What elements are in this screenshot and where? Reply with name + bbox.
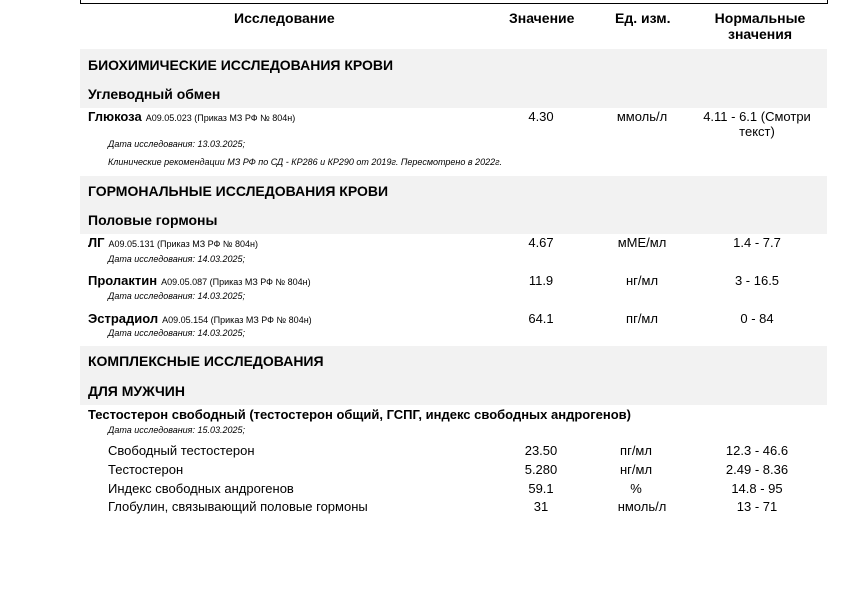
test-code: A09.05.023 (Приказ МЗ РФ № 804н) <box>145 113 296 123</box>
panel-row-norm: 13 - 71 <box>736 499 778 514</box>
test-name: Эстрадиол <box>88 311 159 326</box>
panel-row-name: Индекс свободных андрогенов <box>108 481 294 496</box>
panel-row-norm: 12.3 - 46.6 <box>725 443 789 458</box>
subsection-title-men: ДЛЯ МУЖЧИН <box>88 383 185 399</box>
test-code: A09.05.154 (Приказ МЗ РФ № 804н) <box>162 315 312 325</box>
test-date: Дата исследования: 14.03.2025; <box>108 328 246 338</box>
test-date: Дата исследования: 13.03.2025; <box>108 139 246 149</box>
test-value: 4.30 <box>528 109 554 124</box>
panel-row-norm: 14.8 - 95 <box>731 481 783 496</box>
panel-row-unit: пг/мл <box>620 443 652 458</box>
panel-row-unit: нмоль/л <box>617 499 667 514</box>
test-unit: ммоль/л <box>616 109 668 124</box>
column-header-norm-line1: Нормальные <box>714 10 806 26</box>
test-unit: пг/мл <box>626 311 658 326</box>
test-norm: 3 - 16.5 <box>734 273 780 288</box>
column-header-unit: Ед. изм. <box>615 10 671 26</box>
test-row-lh <box>88 235 258 250</box>
test-row-prolactin <box>88 273 311 288</box>
panel-row-value: 31 <box>533 499 549 514</box>
column-header-value: Значение <box>509 10 575 26</box>
section-title-hormones: ГОРМОНАЛЬНЫЕ ИССЛЕДОВАНИЯ КРОВИ <box>88 183 389 199</box>
panel-name: Тестостерон свободный (тестостерон общий, ГСПГ, индекс свободных андрогенов) <box>88 407 631 422</box>
panel-row-unit: % <box>630 481 642 496</box>
panel-row-name: Свободный тестостерон <box>108 443 255 458</box>
panel-row-value: 5.280 <box>524 462 558 477</box>
top-frame-border <box>80 0 828 4</box>
test-name: ЛГ <box>88 235 105 250</box>
test-norm: 1.4 - 7.7 <box>733 235 781 250</box>
panel-row-unit: нг/мл <box>619 462 653 477</box>
test-value: 11.9 <box>528 273 554 288</box>
test-value: 4.67 <box>528 235 554 250</box>
test-name: Глюкоза <box>88 109 142 124</box>
section-title-biochem: БИОХИМИЧЕСКИЕ ИССЛЕДОВАНИЯ КРОВИ <box>88 57 394 73</box>
subsection-title-sex-hormones: Половые гормоны <box>88 212 218 228</box>
test-name: Пролактин <box>88 273 158 288</box>
column-header-norm-line2: значения <box>728 26 792 42</box>
section-title-complex: КОМПЛЕКСНЫЕ ИССЛЕДОВАНИЯ <box>88 353 324 369</box>
test-norm: 4.11 - 6.1 (Смотри текст) <box>703 109 811 139</box>
test-unit: нг/мл <box>625 273 659 288</box>
panel-row-norm: 2.49 - 8.36 <box>725 462 789 477</box>
test-date: Дата исследования: 14.03.2025; <box>108 291 246 301</box>
test-code: A09.05.131 (Приказ МЗ РФ № 804н) <box>108 239 259 249</box>
test-value: 64.1 <box>528 311 554 326</box>
panel-row-value: 59.1 <box>528 481 554 496</box>
test-row-estradiol <box>88 311 312 326</box>
test-date: Дата исследования: 14.03.2025; <box>108 254 246 264</box>
subsection-title-carb: Углеводный обмен <box>88 86 221 102</box>
test-unit: мМЕ/мл <box>617 235 667 250</box>
panel-title <box>88 407 631 422</box>
test-row-glucose <box>88 109 295 124</box>
test-norm: 0 - 84 <box>740 311 774 326</box>
panel-row-name: Глобулин, связывающий половые гормоны <box>108 499 368 514</box>
panel-row-value: 23.50 <box>524 443 558 458</box>
column-header-test: Исследование <box>234 10 335 26</box>
panel-row-name: Тестостерон <box>108 462 184 477</box>
test-note: Клинические рекомендации МЗ РФ по СД - КР286 и КР290 от 2019г. Пересмотрено в 2022г. <box>108 157 503 167</box>
panel-date: Дата исследования: 15.03.2025; <box>108 425 246 435</box>
column-header-norm <box>700 10 820 42</box>
test-code: A09.05.087 (Приказ МЗ РФ № 804н) <box>161 277 311 287</box>
